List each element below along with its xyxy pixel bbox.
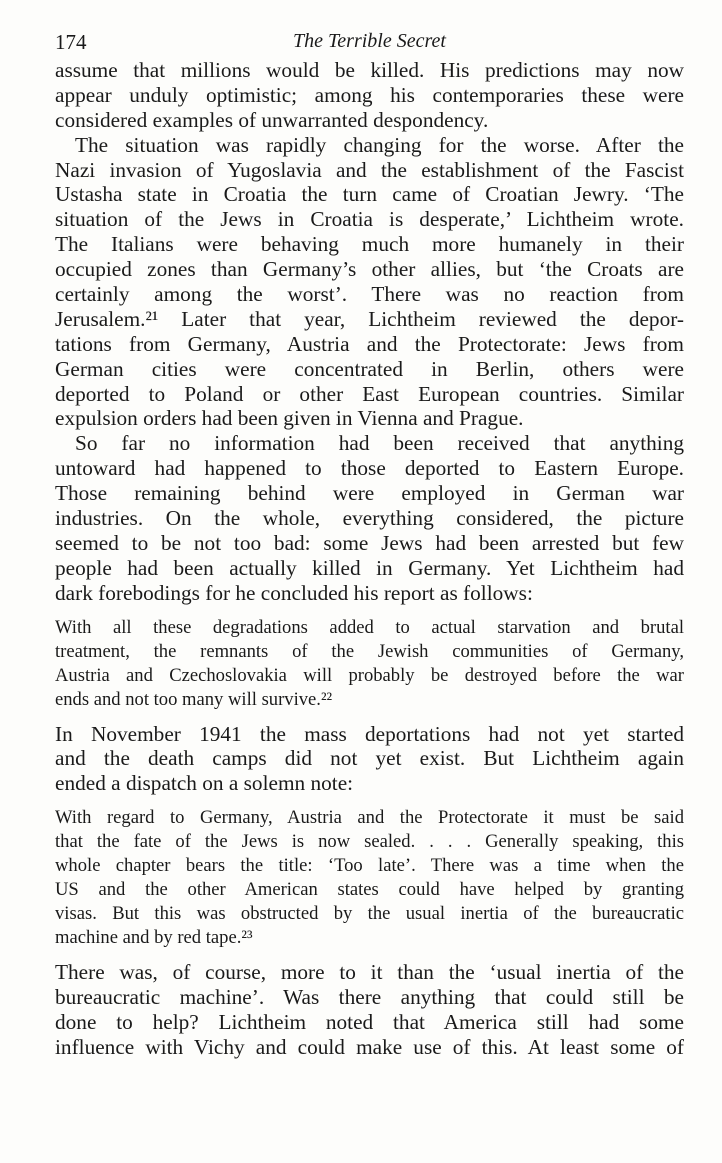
text-line: ends and not too many will survive.²² xyxy=(55,688,333,710)
text-line: With regard to Germany, Austria and the Protectorate it must be said xyxy=(55,807,684,829)
book-page xyxy=(55,30,684,1060)
text-line: untoward had happened to those deported to Eastern Europe. xyxy=(55,456,684,481)
text-line: So far no information had been received that anything xyxy=(75,431,684,456)
text-line: German cities were concentrated in Berlin, others were xyxy=(55,356,684,381)
text-line: The situation was rapidly changing for the worse. After the xyxy=(75,132,684,157)
text-line: assume that millions would be killed. His predictions may now xyxy=(55,58,684,82)
page-body xyxy=(55,58,684,1060)
text-line: situation of the Jews in Croatia is desperate,’ Lichtheim wrote. xyxy=(55,207,684,232)
paragraph xyxy=(55,960,684,1060)
text-line: The Italians were behaving much more humanely in their xyxy=(55,232,684,257)
page-number: 174 xyxy=(55,30,87,54)
text-line: Ustasha state in Croatia the turn came of Croatian Jewry. ‘The xyxy=(55,182,684,207)
text-line: treatment, the remnants of the Jewish communities of Germany, xyxy=(55,640,684,662)
text-line: considered examples of unwarranted despondency. xyxy=(55,107,489,132)
paragraph xyxy=(55,722,684,797)
text-line: US and the other American states could have helped by granting xyxy=(55,879,684,901)
text-line: occupied zones than Germany’s other allies, but ‘the Croats are xyxy=(55,257,684,282)
text-line: appear unduly optimistic; among his contemporaries these were xyxy=(55,82,684,107)
text-line: There was, of course, more to it than the ‘usual inertia of the xyxy=(55,960,684,985)
text-line: whole chapter bears the title: ‘Too late’. There was a time when the xyxy=(55,855,684,877)
running-title: The Terrible Secret xyxy=(293,30,446,52)
text-line: ended a dispatch on a solemn note: xyxy=(55,771,354,796)
text-line: deported to Poland or other East European countries. Similar xyxy=(55,381,684,406)
text-line: certainly among the worst’. There was no reaction from xyxy=(55,282,684,307)
paragraph xyxy=(55,431,684,605)
text-line: tations from Germany, Austria and the Protectorate: Jews from xyxy=(55,331,684,356)
block-quote xyxy=(55,616,684,712)
text-line: industries. On the whole, everything considered, the picture xyxy=(55,506,684,531)
text-line: Jerusalem.²¹ Later that year, Lichtheim reviewed the depor- xyxy=(55,306,684,331)
text-line: visas. But this was obstructed by the usual inertia of the bureaucratic xyxy=(55,903,684,925)
text-line: In November 1941 the mass deportations had not yet started xyxy=(55,721,684,746)
text-line: people had been actually killed in Germany. Yet Lichtheim had xyxy=(55,555,684,580)
paragraph xyxy=(55,58,684,133)
text-line: machine and by red tape.²³ xyxy=(55,927,253,949)
text-line: seemed to be not too bad: some Jews had been arrested but few xyxy=(55,530,684,555)
text-line: done to help? Lichtheim noted that America still had some xyxy=(55,1010,684,1035)
text-line: and the death camps did not yet exist. But Lichtheim again xyxy=(55,746,684,771)
text-line: Those remaining behind were employed in German war xyxy=(55,481,684,506)
text-line: Nazi invasion of Yugoslavia and the establishment of the Fascist xyxy=(55,157,684,182)
text-line: expulsion orders had been given in Vienna and Prague. xyxy=(55,406,524,431)
text-line: Austria and Czechoslovakia will probably be destroyed before the war xyxy=(55,664,684,686)
text-line: bureaucratic machine’. Was there anything that could still be xyxy=(55,985,684,1010)
text-line: dark forebodings for he concluded his report as follows: xyxy=(55,580,533,605)
text-line: With all these degradations added to actual starvation and brutal xyxy=(55,616,684,638)
block-quote xyxy=(55,806,684,950)
text-line: influence with Vichy and could make use of this. At least some of xyxy=(55,1034,684,1059)
page-header xyxy=(55,30,684,58)
text-line: that the fate of the Jews is now sealed. . . . Generally speaking, this xyxy=(55,831,684,853)
paragraph xyxy=(55,133,684,432)
